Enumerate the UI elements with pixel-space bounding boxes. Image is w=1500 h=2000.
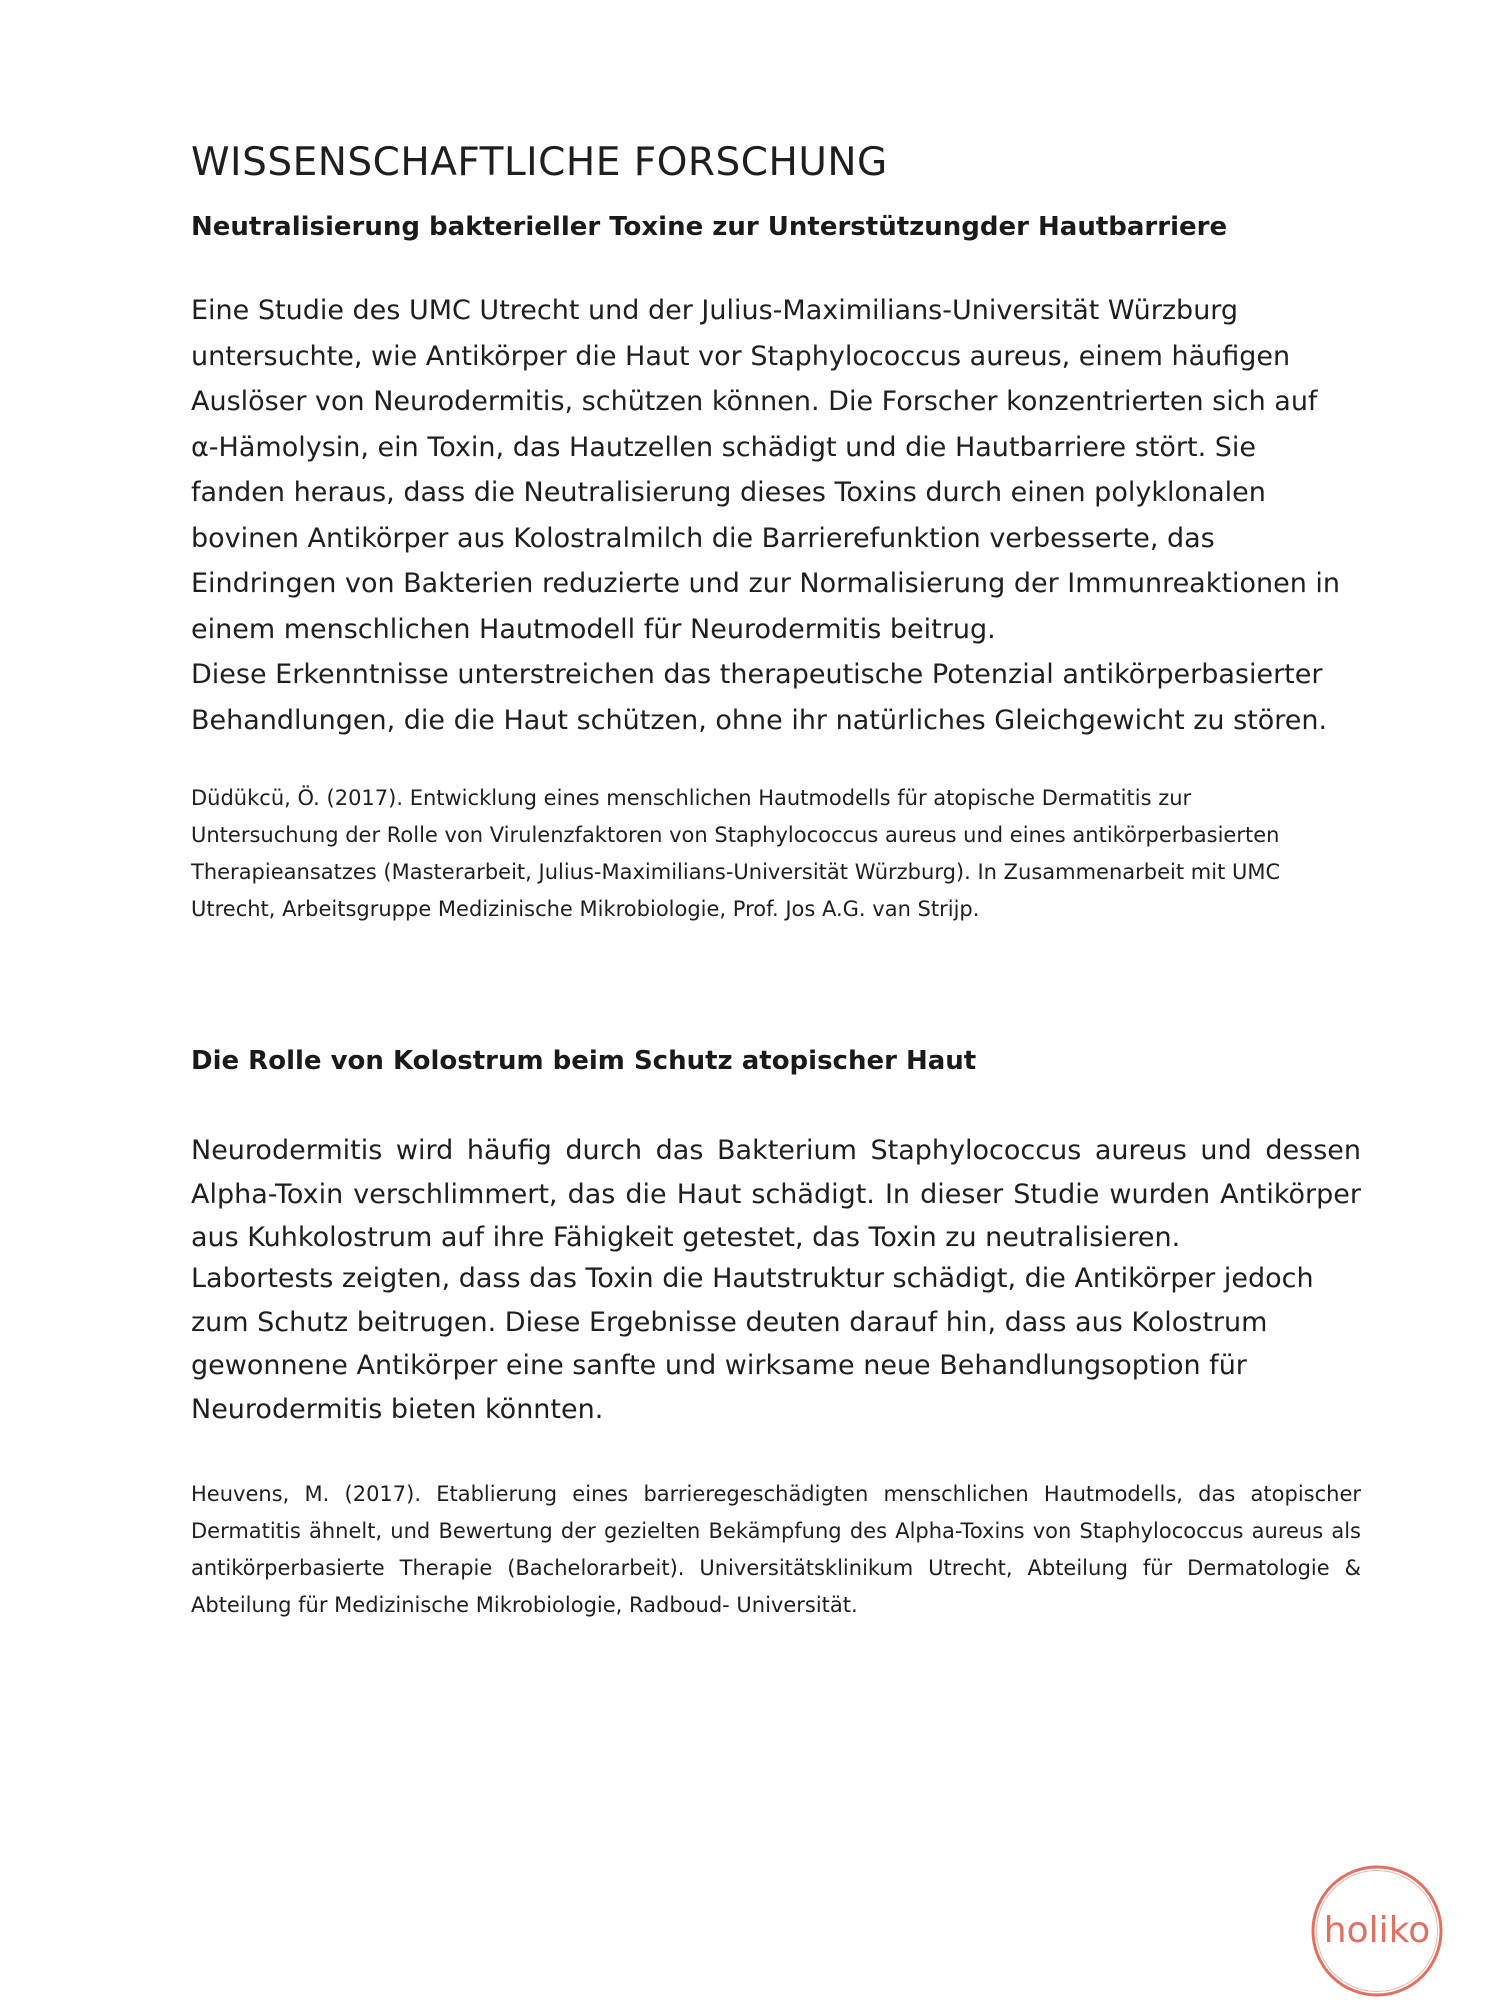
holiko-logo — [1308, 1862, 1446, 2000]
section-body-colostrum-role: Neurodermitis wird häufig durch das Bakterium Staphylococcus aureus und dessen Alpha-Toxin verschlimmert, das die Haut schädigt. In dieser Studie wurden Antikörper aus Kuhkolostrum auf ihre Fähigkeit getestet, das Toxin zu neutralisieren. — [191, 1135, 1361, 1253]
section-body-toxin-neutralization: Eine Studie des UMC Utrecht und der Julius-Maximilians-Universität Würzburg untersuchte, wie Antikörper die Haut vor Staphylococcus aureus, einem häufigen Auslöser von Neurodermitis, schützen können. Die Forscher konzentrierten sich auf α-Hämolysin, ein Toxin, das Hautzellen schädigt und die Hautbarriere stört. Sie fanden heraus, dass die Neutralisierung dieses Toxins durch einen polyklonalen bovinen Antikörper aus Kolostralmilch die Barrierefunktion verbesserte, das Eindringen von Bakterien reduzierte und zur Normalisierung der Immunreaktionen in einem menschlichen Hautmodell für Neurodermitis beitrug. — [191, 295, 1341, 645]
logo-wordmark: holiko — [1323, 1910, 1431, 1951]
reference-heuvens-2017: Heuvens, M. (2017). Etablierung eines barrieregeschädigten menschlichen Hautmodells, das atopischer Dermatitis ähnelt, und Bewertung der gezielten Bekämpfung des Alpha-Toxins von Staphylococcus aureus als antikörperbasierte Therapie (Bachelorarbeit). Universitätsklinikum Utrecht, Abteilung für Dermatologie & Abteilung für Medizinische Mikrobiologie, Radboud- Universität. — [191, 1482, 1361, 1617]
section-title-colostrum-role: Die Rolle von Kolostrum beim Schutz atopischer Haut — [191, 1046, 977, 1076]
section-title-toxin-neutralization: Neutralisierung bakterieller Toxine zur Unterstützungder Hautbarriere — [191, 212, 1228, 242]
section-conclusion-colostrum-role: Labortests zeigten, dass das Toxin die Hautstruktur schädigt, die Antikörper jedoch zum Schutz beitrugen. Diese Ergebnisse deuten darauf hin, dass aus Kolostrum gewonnene Antikörper eine sanfte und wirksame neue Behandlungsoption für Neurodermitis bieten könnten. — [191, 1263, 1314, 1425]
reference-duedukcue-2017: Düdükcü, Ö. (2017). Entwicklung eines menschlichen Hautmodells für atopische Dermatitis zur Untersuchung der Rolle von Virulenzfaktoren von Staphylococcus aureus und eines antikörperbasierten Therapieansatzes (Masterarbeit, Julius-Maximilians-Universität Würzburg). In Zusammenarbeit mit UMC Utrecht, Arbeitsgruppe Medizinische Mikrobiologie, Prof. Jos A.G. van Strijp. — [191, 786, 1281, 921]
page-title: WISSENSCHAFTLICHE FORSCHUNG — [191, 140, 888, 185]
section-conclusion-toxin-neutralization: Diese Erkenntnisse unterstreichen das therapeutische Potenzial antikörperbasierter Behandlungen, die die Haut schützen, ohne ihr natürliches Gleichgewicht zu stören. — [191, 659, 1328, 736]
